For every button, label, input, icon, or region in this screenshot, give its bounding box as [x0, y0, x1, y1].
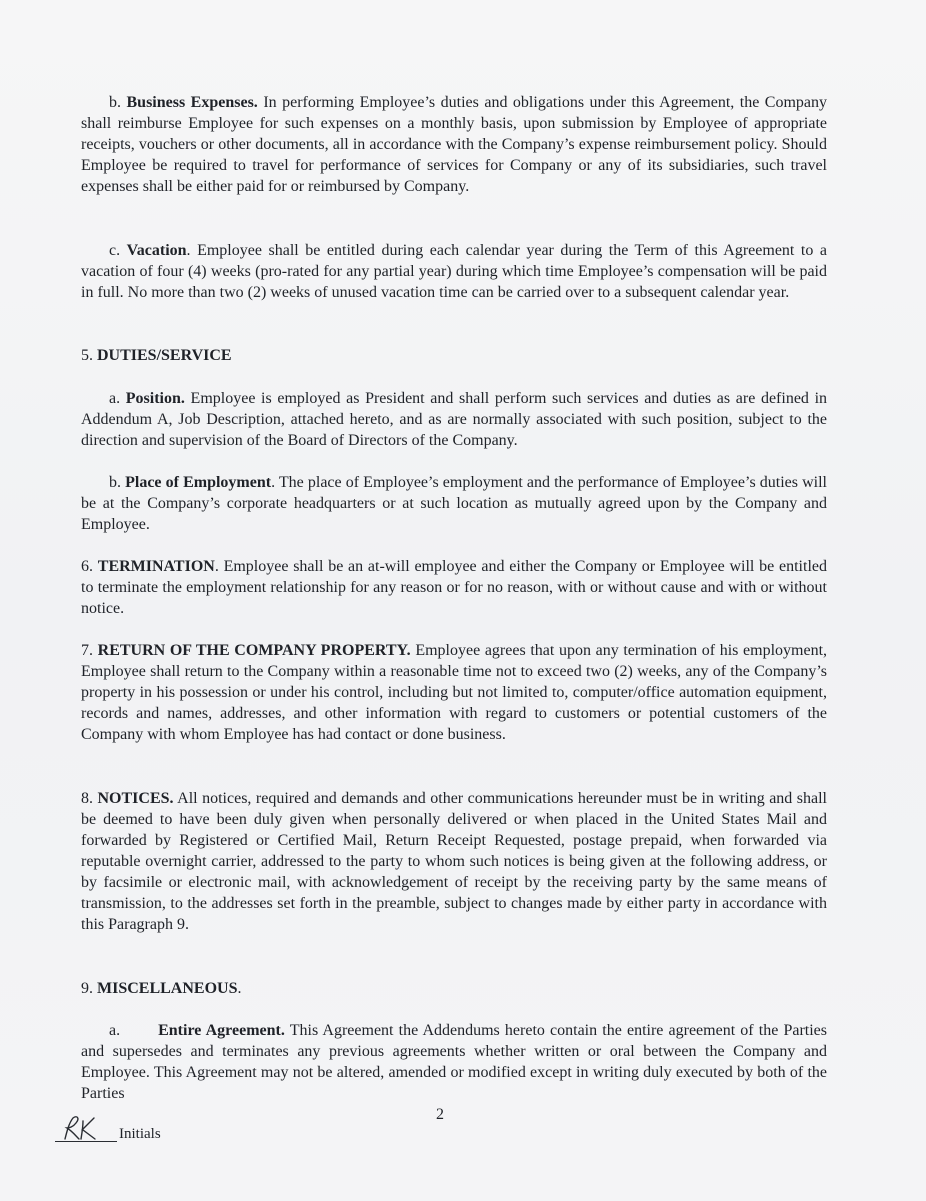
clause-marker: a. — [109, 1022, 121, 1039]
section-title: NOTICES. — [97, 790, 174, 807]
clause-body: This Agreement the Addendums hereto contain the entire agreement of the Parties and supersedes and terminates any previous agreements whether written or oral between the Company and Employee. This Agreement may not be altered, amended or modified except in writing duly executed by both of the Parties — [81, 1022, 827, 1102]
section-body: . Employee shall be an at-will employee and either the Company or Employee will be entitled to terminate the employment relationship for any reason or for no reason, with or without cause and with or without notice. — [81, 558, 827, 617]
section-entire-agreement — [81, 1020, 827, 1104]
clause-body: Employee is employed as President and shall perform such services and duties as are defined in Addendum A, Job Description, attached hereto, and as are normally associated with such position, subject to the direction and supervision of the Board of Directors of the Company. — [81, 390, 828, 449]
section-vacation — [81, 240, 827, 303]
section-place-of-employment — [81, 472, 827, 535]
clause-marker: a. — [109, 390, 121, 407]
clause-marker: c. — [109, 242, 121, 259]
section-body: Employee agrees that upon any termination of his employment, Employee shall return to the Company within a reasonable time not to exceed two (2) weeks, any of the Company’s property in his possession or under his control, including but not limited to, computer/office automation equipment, records and names, addresses, and other information with regard to customers or potential customers of the Company with whom Employee has had contact or done business. — [81, 642, 828, 743]
clause-title: Business Expenses. — [126, 94, 258, 111]
section-title: MISCELLANEOUS — [97, 980, 238, 997]
section-number: 6. — [81, 558, 93, 575]
clause-title: Entire Agreement. — [158, 1022, 285, 1039]
initials-label: Initials — [119, 1126, 161, 1142]
clause-body: . Employee shall be entitled during each calendar year during the Term of this Agreement to a vacation of four (4) weeks (pro-rated for any partial year) during which time Employee’s compensation will be paid in full. No more than two (2) weeks of unused vacation time can be carried over to a subsequent calendar year. — [81, 242, 828, 301]
section-title: DUTIES/SERVICE — [97, 347, 232, 364]
initials-block — [55, 1116, 161, 1142]
clause-title: Place of Employment — [125, 474, 272, 491]
section-termination — [81, 556, 827, 619]
section-business-expenses — [81, 92, 827, 197]
initials-signature-mark — [61, 1115, 109, 1141]
section-notices — [81, 788, 827, 935]
clause-body: . The place of Employee’s employment and the performance of Employee’s duties will be at the Company’s corporate headquarters or at such location as mutually agreed upon by the Company and Employee. — [81, 474, 828, 533]
clause-title: Position. — [125, 390, 185, 407]
clause-marker: b. — [109, 474, 121, 491]
section-title: RETURN OF THE COMPANY PROPERTY. — [97, 642, 411, 659]
section-title-suffix: . — [237, 980, 242, 997]
section-number: 5. — [81, 347, 93, 364]
clause-marker: b. — [109, 94, 121, 111]
clause-body: In performing Employee’s duties and obligations under this Agreement, the Company shall reimburse Employee for such expenses on a monthly basis, upon submission by Employee of appropriate receipts, vouchers or other documents, all in accordance with the Company’s expense reimbursement policy. Should Employee be required to travel for performance of services for Company or any of its subsidiaries, such travel expenses shall be either paid for or reimbursed by Company. — [81, 94, 828, 195]
section-number: 7. — [81, 642, 93, 659]
section-body: All notices, required and demands and other communications hereunder must be in writing and shall be deemed to have been duly given when personally delivered or when placed in the United States Mail and forwarded by Registered or Certified Mail, Return Receipt Requested, postage prepaid, when forwarded via reputable overnight carrier, addressed to the party to whom such notices is being given at the following address, or by facsimile or electronic mail, with acknowledgement of receipt by the receiving party by the same means of transmission, to the addresses set forth in the preamble, subject to changes made by either party in accordance with this Paragraph 9. — [81, 790, 828, 933]
section-position — [81, 388, 827, 451]
clause-title: Vacation — [126, 242, 187, 259]
section-number: 9. — [81, 980, 93, 997]
section-number: 8. — [81, 790, 93, 807]
page-number: 2 — [436, 1106, 444, 1123]
section-return-property — [81, 640, 827, 745]
section-heading-miscellaneous — [81, 978, 241, 999]
section-title: TERMINATION — [97, 558, 215, 575]
section-heading-duties — [81, 345, 232, 366]
initials-signature-line — [55, 1117, 117, 1142]
